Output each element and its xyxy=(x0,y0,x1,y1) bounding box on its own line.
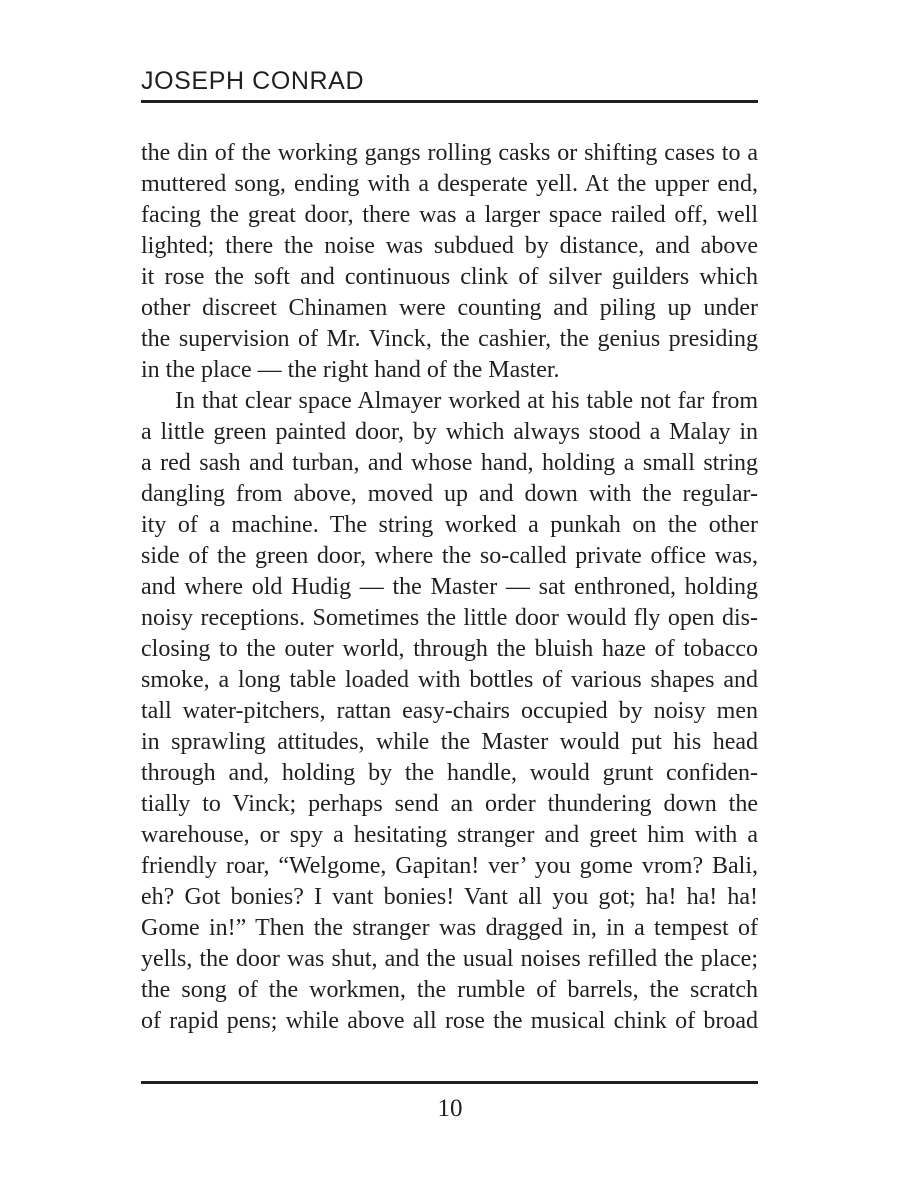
text-line: smoke, a long table loaded with bottles of various shapes and xyxy=(141,667,758,693)
text-line: tially to Vinck; perhaps send an order thundering down the xyxy=(141,791,758,817)
running-title: JOSEPH CONRAD xyxy=(141,67,365,95)
text-line: the song of the workmen, the rumble of barrels, the scratch xyxy=(141,977,758,1003)
paragraph xyxy=(141,386,758,1037)
text-line: friendly roar, “Welgome, Gapitan! ver’ you gome vrom? Bali, xyxy=(141,853,758,879)
text-line: in the place — the right hand of the Master. xyxy=(141,357,560,383)
page-number: 10 xyxy=(437,1095,463,1122)
text-line: warehouse, or spy a hesitating stranger and greet him with a xyxy=(141,822,758,848)
text-line: through and, holding by the handle, would grunt confiden- xyxy=(141,760,758,786)
text-line: tall water-pitchers, rattan easy-chairs occupied by noisy men xyxy=(141,698,758,724)
text-line: Gome in!” Then the stranger was dragged in, in a tempest of xyxy=(141,915,758,941)
text-line: a little green painted door, by which always stood a Malay in xyxy=(141,419,758,445)
body-text xyxy=(141,138,758,1037)
text-line: it rose the soft and continuous clink of silver guilders which xyxy=(141,264,758,290)
text-line: side of the green door, where the so-called private office was, xyxy=(141,543,758,569)
text-line: noisy receptions. Sometimes the little door would fly open dis- xyxy=(141,605,758,631)
text-line: and where old Hudig — the Master — sat enthroned, holding xyxy=(141,574,758,600)
text-line: the din of the working gangs rolling casks or shifting cases to a xyxy=(141,140,758,166)
text-line: in sprawling attitudes, while the Master would put his head xyxy=(141,729,758,755)
text-line: ity of a machine. The string worked a punkah on the other xyxy=(141,512,758,538)
paragraph xyxy=(141,138,758,386)
text-line: lighted; there the noise was subdued by distance, and above xyxy=(141,233,758,259)
text-line: a red sash and turban, and whose hand, holding a small string xyxy=(141,450,758,476)
text-line: In that clear space Almayer worked at his table not far from xyxy=(175,388,758,414)
text-line: yells, the door was shut, and the usual noises refilled the place; xyxy=(141,946,758,972)
header-rule xyxy=(141,100,758,103)
text-line: closing to the outer world, through the bluish haze of tobacco xyxy=(141,636,758,662)
footer-rule xyxy=(141,1081,758,1084)
text-line: the supervision of Mr. Vinck, the cashier, the genius presiding xyxy=(141,326,758,352)
text-line: of rapid pens; while above all rose the musical chink of broad xyxy=(141,1008,758,1034)
text-line: eh? Got bonies? I vant bonies! Vant all you got; ha! ha! ha! xyxy=(141,884,758,910)
text-line: muttered song, ending with a desperate yell. At the upper end, xyxy=(141,171,758,197)
text-line: dangling from above, moved up and down with the regular- xyxy=(141,481,758,507)
text-line: facing the great door, there was a larger space railed off, well xyxy=(141,202,758,228)
text-line: other discreet Chinamen were counting and piling up under xyxy=(141,295,758,321)
